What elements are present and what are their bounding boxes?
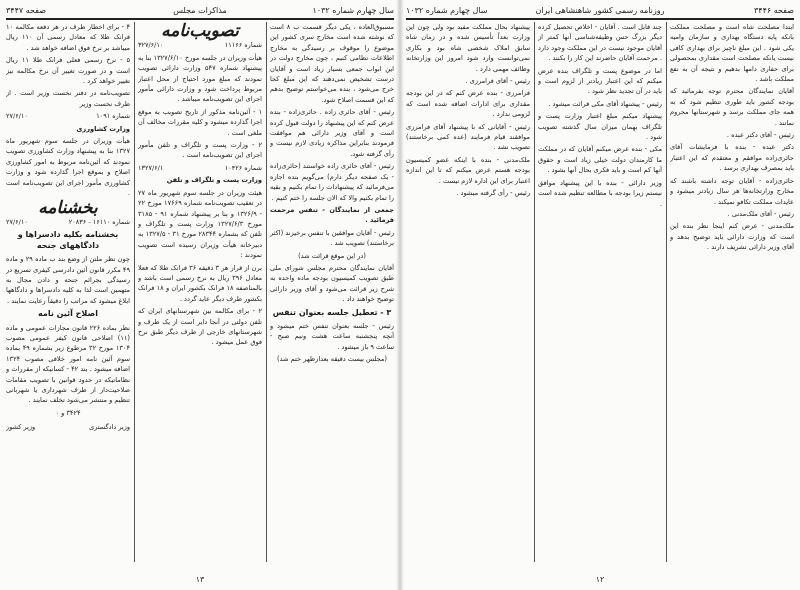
ref-date: ۲۷/۶/۱۰ — [6, 112, 28, 121]
paragraph: ۲ - وزارت پست و تلگراف و تلفن مأمور اجرای این تصویب‌نامه است . — [138, 141, 262, 160]
decree-title: تصویب‌نامه — [161, 22, 239, 41]
paragraph: رئیس - آقای حائری زاده خواستند (حائری‌زاده - یک صفحه دیگر دارم) می‌گویم بنده اجازه می‌فرمائید که پیشنهادات را تمام بکنیم و بقیه را تمام بکنیم والا که الان جلسه را ختم کنیم . — [270, 162, 394, 202]
ref-date: ۳۲۷/۶/۱۰ — [138, 41, 164, 50]
paragraph: رئیس - آقای ملک‌مدنی . — [727, 209, 794, 218]
amendment-text: نظر بماده ۲۲۶ قانون مجازات عمومی و ماده (۱۱) اصلاحی قانون کیفر عمومی مصوب ۱۳۰۴ مورخ ۳۲ مرطوع زیر بشماره ۴۹ بماده سوم آئین نامه امور خلافی مصوب ۱۳۲۴ اضافه میشود . بند ۴۲ - کسانیکه از مقررات و نظاماتیکه در حدود قوانین با تصویب مقامات صلاحیت‌دار از طرف شهرداری یا شهربانی تنظیم و منتشر می‌شود تخلف نمایند . — [6, 323, 130, 405]
circular-text: چون نظر ملتن از وضع بند ب ماده ۲۹ و ماده ۴۹ مکرر قانون آئین دادرسی کیفری تسریع در رسیدگی بجرائم جنحه و دادن مجال به متهمین است لذا به کلیه دادسراها و دادگاهها ابلاغ میشود که مراتب را دقیقاً رعایت نمایند . — [6, 255, 130, 305]
issue-number: سال چهارم شماره ۱۰۳۲ — [312, 6, 394, 15]
signer-justice: وزیر دادگستری — [89, 423, 130, 432]
paragraph: ملک‌مدنی - عرض کنم اینجا نظر بنده این است که وزارت دارائی باید توضیح بدهد و آقای وزیر دارائی تشریف دارند . — [670, 222, 794, 252]
column-left — [406, 22, 530, 562]
paragraph: رئیس - آقای دکتر عبده . — [726, 131, 794, 140]
section-title: مذاکرات مجلس — [173, 6, 227, 15]
column-right — [670, 22, 794, 562]
right-page — [400, 0, 800, 590]
paragraph: هیئت وزیران در جلسه سوم شهریور ماه ۲۷ در تعقیب تصویب‌نامه شماره ۱۷۶۶۹ مورخ ۲۲ - ۱۳۲۶/۹ و بنا بر پیشنهاد شماره ۹۱ - ۳۱۸۵ مورخ ۱۳۲۷/۶/۳ وزارت پست و تلگراف و تلفن که بشماره ۲۸۳۴۴ مورخ ۳۱ - ۱۳۲۷/۵ به دبیرخانه هیأت وزیران رسیده است تصویب نمودند : — [138, 188, 262, 260]
ref-number: شماره ۱۶۱۱۰ - ۲۰۸۳۶ — [68, 217, 130, 226]
paragraph: وزیر دارائی - بنده با این پیشنهاد موافق نیستم زیرا بودجه با مطالعه تنظیم شده است . — [538, 178, 662, 208]
page-label: صفحه ۳۴۴۷ — [6, 6, 47, 15]
circular-ref — [6, 217, 130, 227]
ref-date: ۱۳۲۷/۶/۱ — [138, 163, 164, 172]
paragraph: پیشنهاد بحال مملکت مفید بود ولی چون این وزارت بعداً تأسیس شده و در زمان شاه سابق املاک شخصی شاه بود و بکاری نمی‌توانست وارد شود امروز این وزارتخانه وظائف مهمی دارد . — [406, 23, 530, 73]
page-label: صفحه ۳۴۴۶ — [753, 6, 794, 15]
paragraph: رئیس - آقایانی که با پیشنهاد آقای فرامرزی موافقند قیام فرمایند (عده کمی برخاستند) تصویب نشد . — [406, 122, 530, 152]
paragraph: رئیس - رأی گرفته میشود . — [456, 189, 530, 198]
paragraph: پیشنهاد میکنم مبلغ اعتبار وزارت پست و تلگراف بهمان میزان سال گذشته تصویب شود . — [538, 112, 662, 142]
column-right — [270, 22, 394, 562]
paragraph: ۵ - نرخ رسمی فعلی فرانک طلا ۱۱ ریال است و در صورت تغییر آن نرخ مکالمه نیز تغییر خواهد کرد . — [6, 56, 130, 86]
paragraph: مکی - بنده عرض میکنم آقایان که در مملکت ما کارمندان دولت خیلی زیاد است و حقوق آنها کم است و باید فکری بحال آنها بشود . — [538, 145, 662, 175]
ref-date: ۲۷/۶/۱۰ — [6, 217, 28, 226]
issue-number: سال چهارم شماره ۱۰۳۲ — [406, 6, 488, 15]
page-header — [6, 6, 394, 20]
paragraph: فرامرزی - بنده عرض کنم که در این بودجه مقداری برای ادارات اضافه شده است که لزومی ندارد . — [406, 89, 530, 119]
ref-number: شماره ۱۱۱۶۶ — [224, 41, 262, 50]
paragraph: جمعی از نمایندگان - تنفس مرحمت فرمائید . — [270, 205, 394, 225]
paragraph: ۴ - برای اخطار طرف در هر دفعه مکالمه ۱۰ فرانک طلا که معادل رسمی آن ۱۱۰ ریال میباشد بر نرخ فوق اضافه خواهد شد . — [6, 23, 130, 52]
paragraph: (در این موقع قرائت شد) — [298, 251, 366, 260]
amendment-heading: اصلاح آئین نامه — [38, 309, 98, 319]
circular-heading: بخشنامه بکلیه دادسراها و دادگاههای جنحه — [17, 230, 119, 250]
paragraph: آقایان نمایندگان محترم مجلس شورای ملی طبق تصویب کمیسیون بودجه ماده واحده به شرح زیر قرائت می‌شود و آقای وزیر دارائی توضیح خواهند داد . — [270, 263, 394, 304]
circular-title: بخشنامه — [38, 197, 98, 218]
paragraph: حائری‌زاده - آقایان توجه داشته باشند که مخارج وزارتخانه‌ها هر سال زیادتر میشود و عایدات مملکت تکافو نمیکند . — [670, 176, 794, 206]
column-middle — [538, 22, 662, 562]
signatures — [6, 422, 130, 432]
page-number: ۱۲ — [595, 575, 605, 584]
paragraph: آقایان نمایندگان محترم توجه بفرمائید که بودجه کشور باید طوری تنظیم شود که به همه جای مملکت برسد و شهرستانها محروم نمانند . — [670, 87, 794, 127]
paragraph: رئیس - آقای فرامرزی . — [465, 77, 530, 86]
column-divider — [534, 22, 535, 562]
ref-number: شماره ۱۰۴۲۶ — [224, 163, 262, 172]
amendment-date: ۳۴۲۴ و ۰ — [55, 408, 81, 417]
paragraph: برن از قرار هر ۳ دقیقه ۳۶ فرانک طلا که فعلا معادل ۳۹۶ ریال به نرخ رسمی است باشد و بالمناصفه ۱۸ فرانک بکشور ایران و ۱۸ فرانک بکشور طرف دیگر عاید گردد . — [138, 263, 262, 303]
paragraph: چند قابل است . آقایان - اخلاص تحصیل کرده دیگر بزرگ حس وظیفه‌شناسی آنها کمتر از آقایان موجود نیست در این مملکت وجود دارد . مرحمت آقایان حاضرند این کار را بکنند . — [538, 23, 662, 63]
paragraph: رئیس - آقای حائری زاده . حائری‌زاده - بنده عرض کنم که این پیشنهاد را دولت قبول کرده است و آقای وزیر دارائی هم موافقت فرمودند بنابراین مذاکره زیادی لازم نیست و رأی گرفته شود. — [270, 108, 394, 158]
column-divider — [266, 22, 267, 562]
column-divider — [134, 22, 135, 562]
page-number: ۱۳ — [195, 575, 205, 584]
paragraph: دکتر عبده - بنده با فرمایشات آقای حائری‌زاده موافقم و معتقدم که این اعتبار باید بمصرف بهداری برسد . — [670, 143, 794, 173]
column-left — [6, 22, 130, 562]
decree-ref — [138, 40, 262, 50]
paragraph: هیأت وزیران در جلسه سوم شهریور ماه ۱۳۲۷ بنا به پیشنهاد وزارت کشاورزی تصویب نمودند که آئین‌نامه مربوط به امور کشاورزی اصلاح و بموقع اجرا گذارده شود و وزارت کشاورزی مأمور اجرای این تصویب‌نامه است . — [6, 137, 130, 198]
paragraph: هیأت وزیران در جلسه مورخ ۱۳۲۷/۶/۱۰ بنا به پیشنهاد شماره ۵۴۷ وزارت دارائی تصویب نمودند که مبلغ مورد احتیاج از محل اعتبار مربوط پرداخت شود و وزارت دارائی مأمور اجرای این تصویب‌نامه میباشد . — [138, 53, 262, 104]
decree-ref — [138, 163, 262, 173]
paragraph: رئیس - آقایان موافقین با تنفس برخیزند (اکثر برخاستند) تصویب شد . — [270, 228, 394, 248]
recess-text: رئیس - جلسه بعنوان تنفس ختم میشود و آنچه پنجشنبه ساعت هشت ونیم صبح - ساعت ۹ باز میشود . — [270, 321, 394, 351]
paragraph: ۲ - برای مکالمه بین شهرستانهای ایران که تلفن دولتی در آنجا دایر است از یک طرف و شهرستانهای خارجی از طرف دیگر طبق نرخ فوق عمل میشود . — [138, 307, 262, 347]
ministry: وزارت کشاورزی — [76, 124, 130, 133]
paragraph: ابتدا مصلحت شاه است و مصلحت مملکت بانکه پایه دستگاه بهداری و سازمان وامیه یکی شود . این مبلغ ناچیز برای بهداری کافی نیست یانکه مصلحت است مقداری بمحصولی برای حفاری دامها بدهیم و نتیجه آن به نفع مملکت باشد . — [670, 23, 794, 84]
ministry: وزارت پست و تلگراف و تلفن — [166, 176, 262, 185]
signer-interior: وزیر کشور — [6, 423, 36, 432]
page-header — [406, 6, 794, 20]
column-divider — [666, 22, 667, 562]
paragraph: رئیس - پیشنهاد آقای مکی قرائت میشود . — [548, 99, 662, 108]
paragraph: مسبوق‌العاده ، یکی دیگر قسمت ب ۸ است که نوشته شده است مخارج سری کشور این موضوع را موقوف بر رسیدگی به مخارج اطلاعات نظامی کنیم ، چون مخارج دولت در این ابواب جمعی بسیار زیاد است و آقایان درست تشخیص نمی‌دهند که این مبلغ کجا خرج می‌شود ، بنده می‌خواستم توضیح بدهم که این قسمت اصلاح شود. — [270, 23, 394, 104]
recess-heading: ۳ - تعطیل جلسه بعنوان تنفس — [272, 307, 392, 317]
paragraph: ۱ - آئین‌نامه مذکور از تاریخ تصویب به موقع اجرا گذارده میشود و کلیه مقررات مخالف آن ملغی است . — [138, 107, 262, 137]
ref-number: شماره ۱۰۹۱ — [96, 112, 130, 121]
paragraph: اما در موضوع پست و تلگراف بنده عرض میکنم که این اعتبار زیادتر از لزوم است و باید در آن تجدید نظر شود . — [538, 66, 662, 96]
paragraph: ملک‌مدنی - بنده با اینکه عضو کمیسیون بودجه هستم عرض میکنم که تا این اندازه اعتبار برای این اداره لازم نیست . — [406, 155, 530, 185]
recess-note: (مجلس بیست دقیقه بعدازظهر ختم شد) — [277, 355, 387, 364]
decree-ref — [6, 111, 130, 121]
paragraph: تصویب‌نامه در دفتر نخست وزیر است . از طرف نخست وزیر — [6, 89, 130, 108]
section-title: روزنامه رسمی کشور شاهنشاهی ایران — [535, 6, 665, 15]
column-middle — [138, 22, 262, 562]
